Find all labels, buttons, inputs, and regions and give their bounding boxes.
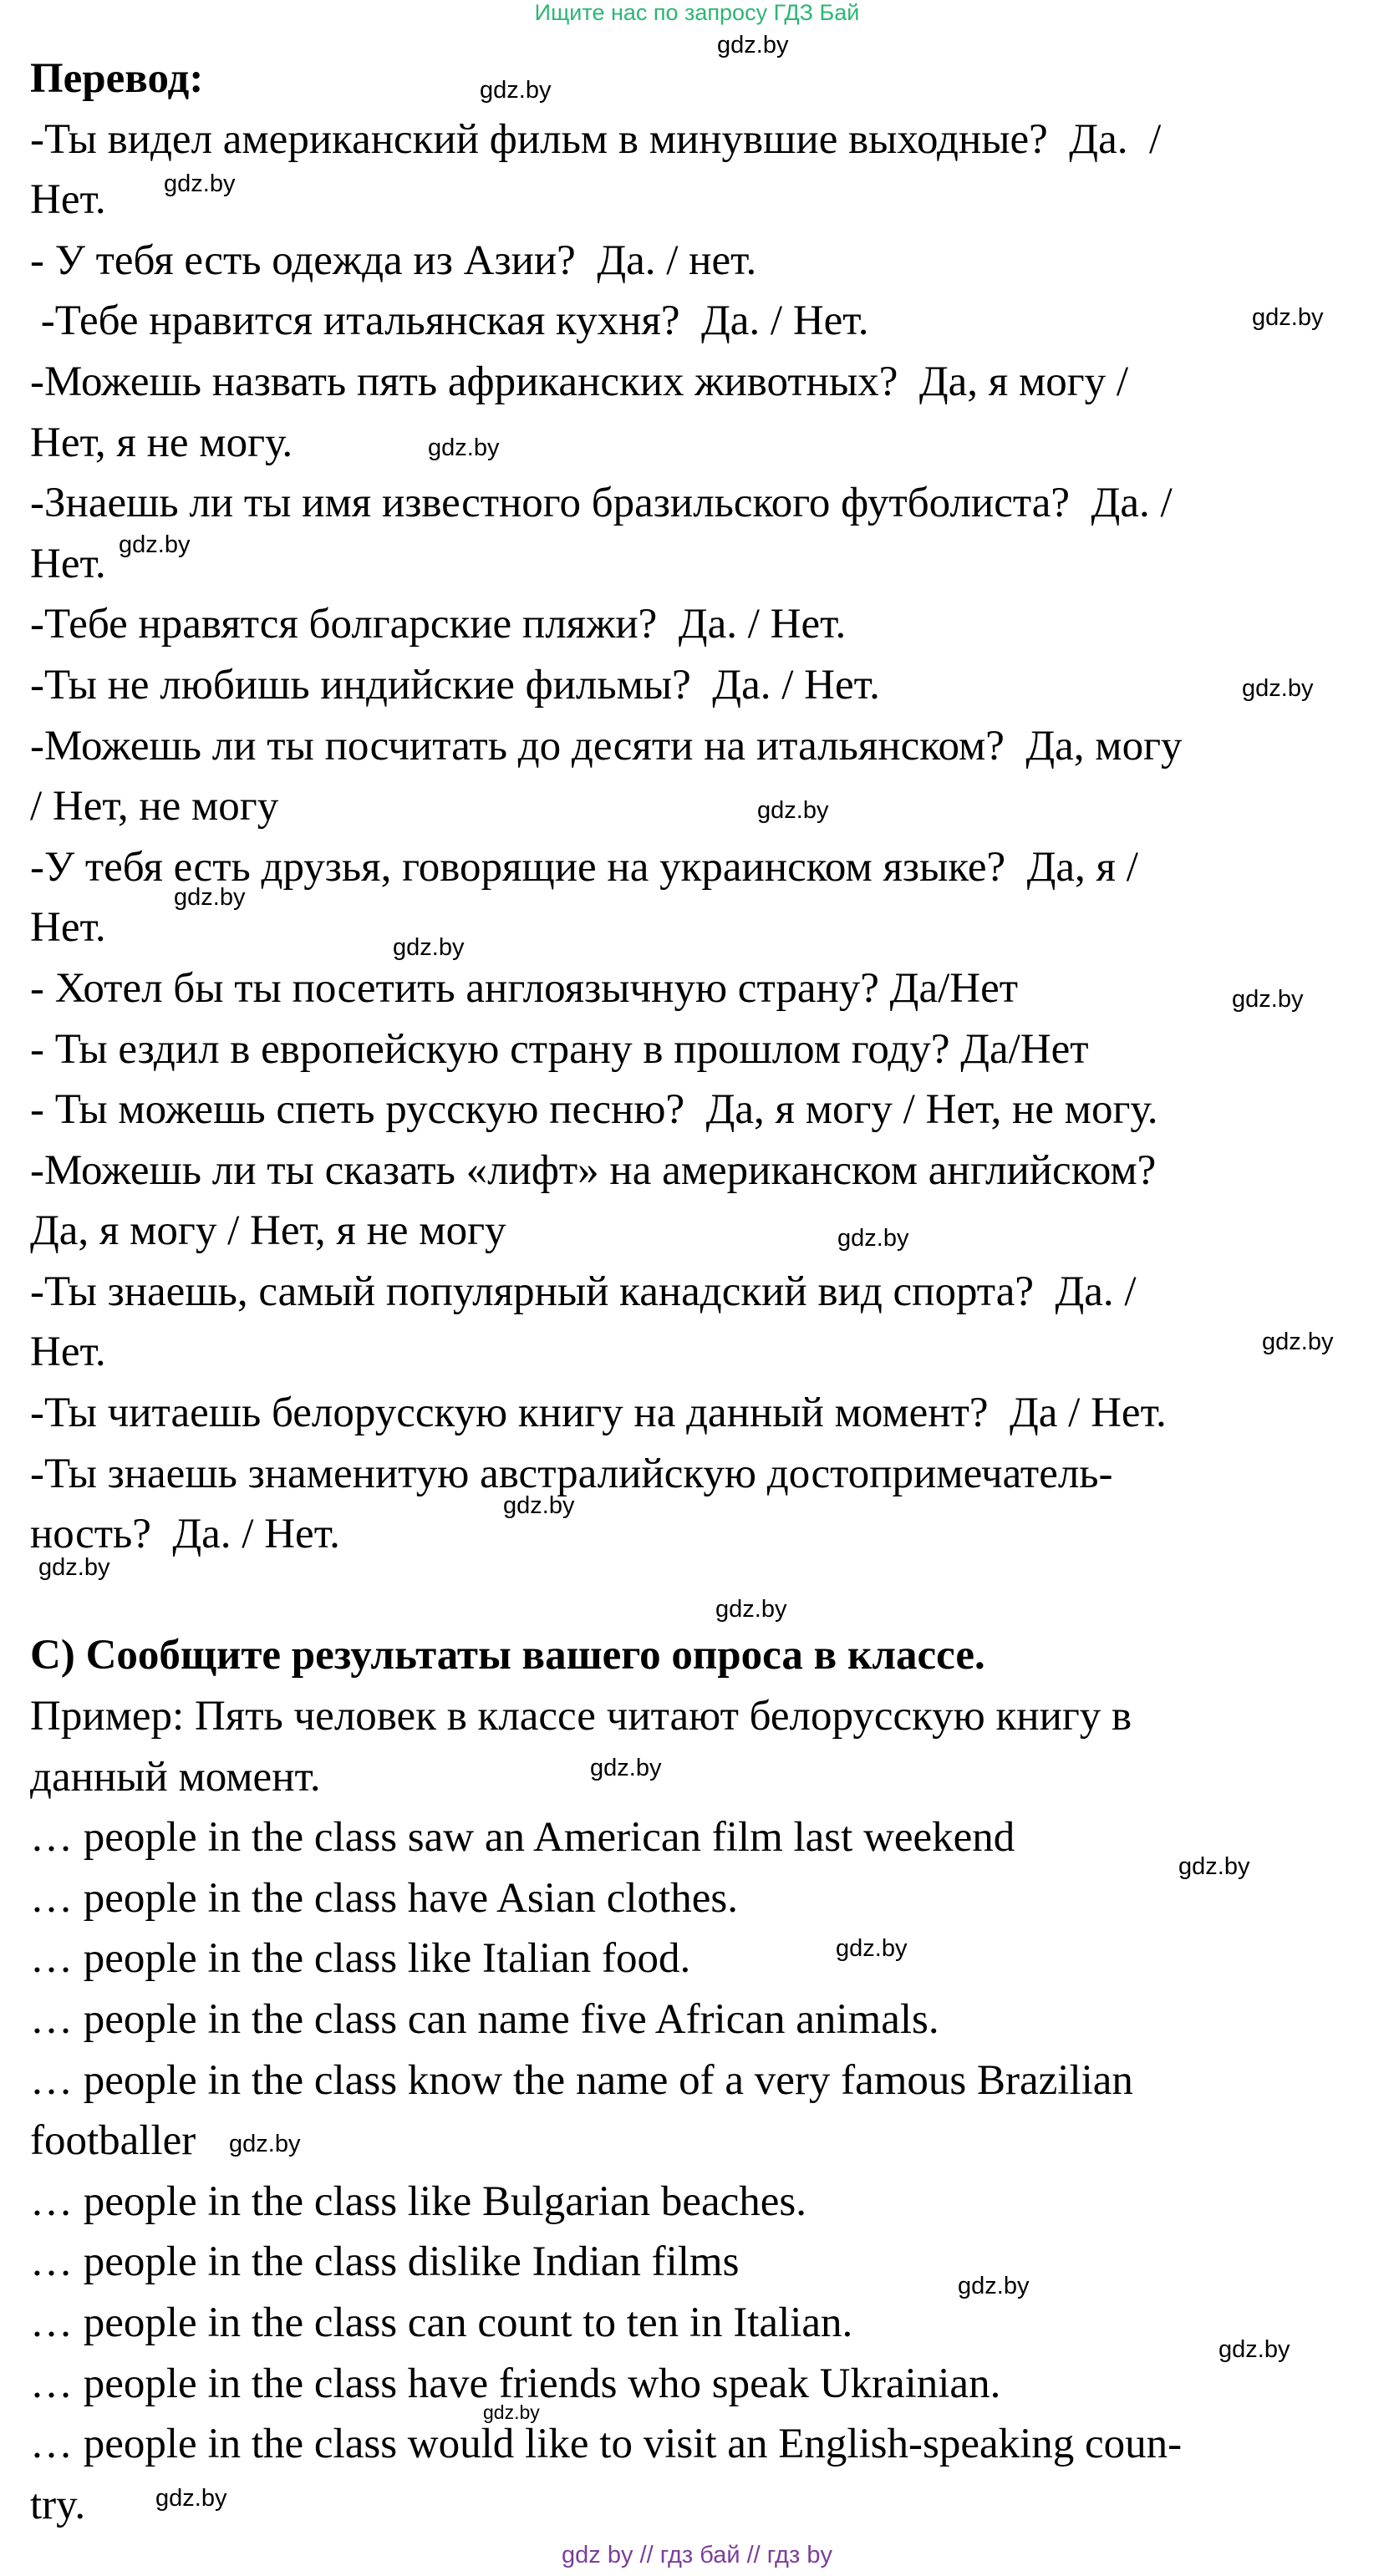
text-line: -Тебе нравятся болгарские пляжи? Да. / Нет. xyxy=(30,601,847,648)
text-line: -Тебе нравится итальянская кухня? Да. / Нет. xyxy=(30,297,869,345)
watermark-label: gdz.by xyxy=(837,1225,909,1252)
text-line: -Знаешь ли ты имя известного бразильского футболиста? Да. / xyxy=(30,480,1173,527)
text-line: - У тебя есть одежда из Азии? Да. / нет. xyxy=(30,236,757,284)
watermark-label: gdz.by xyxy=(393,934,465,961)
watermark-label: gdz.by xyxy=(483,2401,540,2423)
text-line: … people in the class saw an American film last weekend xyxy=(30,1814,1015,1862)
section-c-heading: С) Сообщите результаты вашего опроса в классе. xyxy=(30,1632,985,1679)
text-line: - Ты ездил в европейскую страну в прошлом году? Да/Нет xyxy=(30,1025,1089,1073)
text-line: … people in the class have Asian clothes. xyxy=(30,1874,738,1922)
watermark-label: gdz.by xyxy=(1178,1853,1250,1880)
text-line: ность? Да. / Нет. xyxy=(30,1511,340,1558)
watermark-label: gdz.by xyxy=(229,2131,301,2157)
blank-line xyxy=(30,1565,1367,1626)
text-line: -Ты не любишь индийские фильмы? Да. / Нет. xyxy=(30,661,880,709)
watermark-label: gdz.by xyxy=(119,531,191,558)
text-line: - Хотел бы ты посетить англоязычную страну? Да/Нет xyxy=(30,964,1019,1012)
text-line: try. xyxy=(30,2481,86,2528)
text-line: Нет. xyxy=(30,1329,106,1376)
text-line: Нет. xyxy=(30,904,106,952)
text-line: -У тебя есть друзья, говорящие на украинском языке? Да, я / xyxy=(30,843,1138,891)
watermark-label: gdz.by xyxy=(164,170,236,197)
translation-heading: Перевод: xyxy=(30,55,204,102)
text-line: -Можешь назвать пять африканских животных? Да, я могу / xyxy=(30,358,1129,405)
text-line: … people in the class would like to visit an English-speaking coun- xyxy=(30,2421,1183,2468)
watermark-label: gdz.by xyxy=(836,1935,908,1962)
watermark-label: gdz.by xyxy=(757,797,829,824)
document-body xyxy=(30,48,1367,2535)
text-line: -Ты знаешь знаменитую австралийскую достопримечатель- xyxy=(30,1450,1113,1497)
watermark-label: gdz.by xyxy=(590,1755,662,1781)
watermark-label: gdz.by xyxy=(715,1596,787,1623)
watermark-label: gdz.by xyxy=(38,1554,110,1581)
text-line: -Ты знаешь, самый популярный канадский вид спорта? Да. / xyxy=(30,1268,1137,1315)
top-banner: Ищите нас по запросу ГДЗ Бай xyxy=(534,0,860,25)
text-line: Нет. xyxy=(30,176,106,224)
watermark-label: gdz.by xyxy=(428,434,500,461)
text-line: footballer xyxy=(30,2117,196,2165)
text-line: … people in the class like Bulgarian beaches. xyxy=(30,2177,807,2225)
text-line: … people in the class can count to ten in Italian. xyxy=(30,2299,853,2346)
watermark-label: gdz.by xyxy=(1232,986,1304,1013)
watermark-label: gdz.by xyxy=(958,2273,1030,2299)
text-line: … people in the class dislike Indian films xyxy=(30,2238,740,2286)
text-line: Нет. xyxy=(30,540,106,587)
text-line: данный момент. xyxy=(30,1753,321,1801)
text-line: -Можешь ли ты посчитать до десяти на итальянском? Да, могу xyxy=(30,722,1183,770)
watermark-label: gdz.by xyxy=(155,2485,227,2512)
footer-text: gdz by // гдз бай // гдз by xyxy=(562,2542,832,2568)
text-line: … people in the class like Italian food. xyxy=(30,1935,691,1983)
text-line: -Можешь ли ты сказать «лифт» на американском английском? xyxy=(30,1146,1157,1194)
watermark-label: gdz.by xyxy=(1252,304,1324,331)
text-line: - Ты можешь спеть русскую песню? Да, я могу / Нет, не могу. xyxy=(30,1086,1158,1134)
text-line: Пример: Пять человек в классе читают белорусскую книгу в xyxy=(30,1693,1132,1740)
text-line: … people in the class know the name of a very famous Brazilian xyxy=(30,2056,1133,2104)
watermark-label: gdz.by xyxy=(480,77,552,104)
watermark-label: gdz.by xyxy=(174,884,246,911)
text-line: -Ты видел американский фильм в минувшие выходные? Да. / xyxy=(30,115,1162,163)
text-line: Да, я могу / Нет, я не могу xyxy=(30,1207,506,1255)
watermark-label: gdz.by xyxy=(1262,1329,1334,1355)
watermark-label: gdz.by xyxy=(1218,2336,1290,2363)
text-line: -Ты читаешь белорусскую книгу на данный момент? Да / Нет. xyxy=(30,1390,1167,1437)
watermark-label: gdz.by xyxy=(503,1492,575,1519)
watermark-label: gdz.by xyxy=(1242,675,1314,702)
watermark-label: gdz.by xyxy=(717,32,789,58)
text-line: Нет, я не могу. xyxy=(30,419,293,466)
text-line: … people in the class have friends who speak Ukrainian. xyxy=(30,2360,1001,2407)
text-line: … people in the class can name five African animals. xyxy=(30,1996,939,2043)
text-line: / Нет, не могу xyxy=(30,783,279,831)
